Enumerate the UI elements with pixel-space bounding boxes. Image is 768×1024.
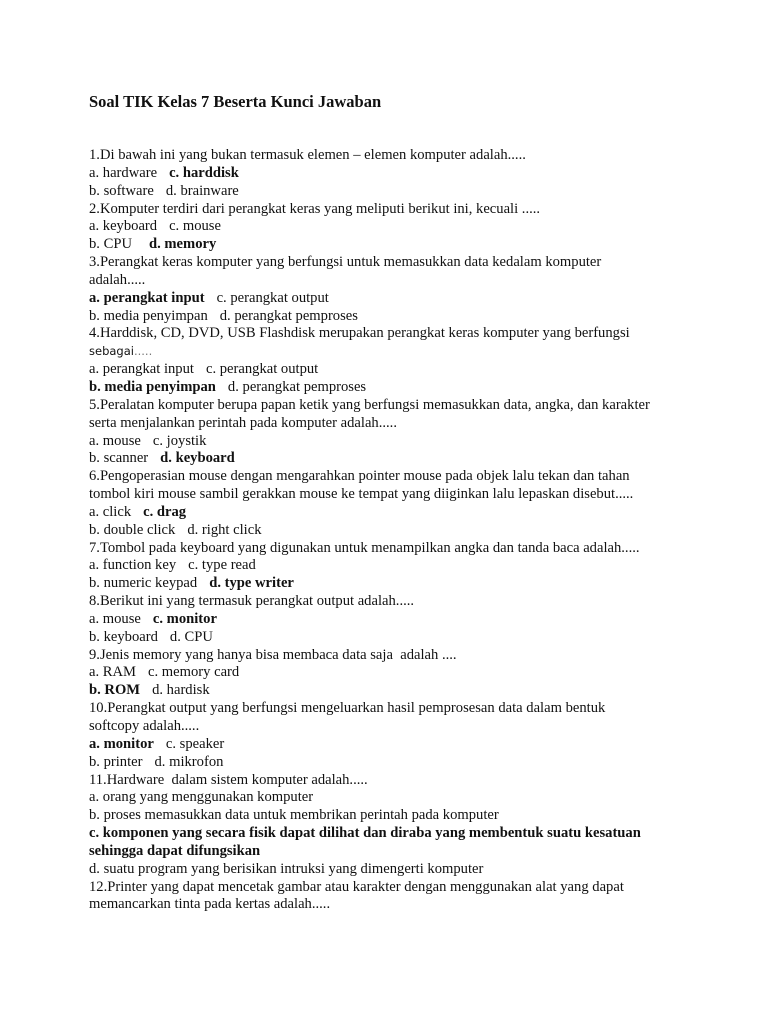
option-c-answer: c. komponen yang secara fisik dapat dilihat dan diraba yang membentuk suatu kesatuan <box>89 825 641 842</box>
option-d: d. perangkat pemproses <box>227 378 367 395</box>
options-row <box>89 236 689 254</box>
option-d: d. hardisk <box>152 682 210 699</box>
question-12 <box>89 879 689 915</box>
option-c: c. joystik <box>152 432 207 449</box>
question-text-cont: softcopy adalah..... <box>89 718 200 734</box>
question-text-cont: tombol kiri mouse sambil gerakkan mouse ke tempat yang diiginkan lalu lepaskan disebut..... <box>89 486 634 503</box>
options-row <box>89 379 689 397</box>
question-text: 8.Berikut ini yang termasuk perangkat output adalah..... <box>89 593 415 610</box>
option-c-answer: c. drag <box>143 503 187 520</box>
question-text-cont <box>89 343 689 361</box>
options-row <box>89 682 689 700</box>
option-b: b. CPU <box>89 236 132 253</box>
option-a: a. click <box>89 503 132 520</box>
options-row <box>89 629 689 647</box>
question-text: 9.Jenis memory yang hanya bisa membaca data saja adalah .... <box>89 646 457 663</box>
option-a: a. function key <box>89 557 177 574</box>
options-row <box>89 308 689 326</box>
option-b: b. keyboard <box>89 628 158 645</box>
option-d: d. perangkat pemproses <box>219 307 358 324</box>
question-11 <box>89 772 689 879</box>
option-b: b. scanner <box>89 450 149 467</box>
options-row <box>89 522 689 540</box>
option-b-answer: b. ROM <box>89 682 141 699</box>
option-a-answer: a. perangkat input <box>89 289 205 306</box>
question-text-cont: memancarkan tinta pada kertas adalah..... <box>89 896 331 913</box>
question-5 <box>89 397 689 468</box>
options-row <box>89 361 689 379</box>
option-a: a. mouse <box>89 610 141 627</box>
options-row <box>89 165 689 183</box>
question-text: 2.Komputer terdiri dari perangkat keras yang meliputi berikut ini, kecuali ..... <box>89 200 541 217</box>
question-7 <box>89 540 689 594</box>
option-d-answer: d. type writer <box>209 575 294 592</box>
options-row <box>89 611 689 629</box>
question-text-word: sebagai <box>89 344 134 359</box>
question-text: 12.Printer yang dapat mencetak gambar atau karakter dengan menggunakan alat yang dapat <box>89 878 624 895</box>
question-text: 7.Tombol pada keyboard yang digunakan untuk menampilkan angka dan tanda baca adalah..... <box>89 539 640 556</box>
question-text: 5.Peralatan komputer berupa papan ketik yang berfungsi memasukkan data, angka, dan karakter <box>89 396 650 413</box>
question-text-dots: ..... <box>133 344 153 359</box>
option-b: b. software <box>89 182 154 199</box>
options-row <box>89 450 689 468</box>
option-c: c. speaker <box>165 735 225 752</box>
option-c: c. perangkat output <box>205 361 319 378</box>
question-text-cont: adalah..... <box>89 271 146 288</box>
question-list <box>89 147 689 914</box>
question-text: 3.Perangkat keras komputer yang berfungsi untuk memasukkan data kedalam komputer <box>89 254 602 271</box>
options-row <box>89 290 689 308</box>
option-d-answer: d. keyboard <box>160 450 235 467</box>
option-c-answer-cont: sehingga dapat difungsikan <box>89 842 261 859</box>
option-b-answer: b. media penyimpan <box>89 378 216 395</box>
option-c-answer: c. harddisk <box>169 164 239 181</box>
question-10 <box>89 700 689 771</box>
option-a: a. mouse <box>89 432 141 449</box>
question-text: 10.Perangkat output yang berfungsi mengeluarkan hasil pemprosesan data dalam bentuk <box>89 700 606 717</box>
options-row <box>89 218 689 236</box>
option-c: c. perangkat output <box>216 289 329 306</box>
option-c-answer: c. monitor <box>152 610 217 627</box>
options-row <box>89 754 689 772</box>
question-3 <box>89 254 689 325</box>
question-text-cont: serta menjalankan perintah pada komputer adalah..... <box>89 414 397 431</box>
option-b: b. numeric keypad <box>89 575 198 592</box>
question-2 <box>89 201 689 255</box>
question-4 <box>89 325 689 396</box>
options-row <box>89 736 689 754</box>
option-c: c. mouse <box>169 218 221 235</box>
option-d-answer: d. memory <box>148 236 217 253</box>
option-d: d. CPU <box>169 628 213 645</box>
question-1 <box>89 147 689 201</box>
question-text: 6.Pengoperasian mouse dengan mengarahkan pointer mouse pada objek lalu tekan dan tahan <box>89 468 630 485</box>
question-text: 4.Harddisk, CD, DVD, USB Flashdisk merupakan perangkat keras komputer yang berfungsi <box>89 325 630 342</box>
option-d: d. mikrofon <box>154 753 224 770</box>
option-d: d. suatu program yang berisikan intruksi yang dimengerti komputer <box>89 860 484 877</box>
option-c: c. type read <box>188 557 256 574</box>
options-row <box>89 557 689 575</box>
question-6 <box>89 468 689 539</box>
option-b: b. proses memasukkan data untuk membrikan perintah pada komputer <box>89 807 499 824</box>
question-text: 11.Hardware dalam sistem komputer adalah..... <box>89 771 368 788</box>
options-row <box>89 504 689 522</box>
option-b: b. media penyimpan <box>89 307 208 324</box>
option-a-answer: a. monitor <box>89 735 154 752</box>
options-row <box>89 183 689 201</box>
option-a: a. RAM <box>89 664 137 681</box>
option-a: a. perangkat input <box>89 361 194 378</box>
document-title: Soal TIK Kelas 7 Beserta Kunci Jawaban <box>89 92 382 111</box>
option-d: d. right click <box>187 521 262 538</box>
option-b: b. printer <box>89 753 143 770</box>
options-row <box>89 433 689 451</box>
option-d: d. brainware <box>165 182 239 199</box>
options-row <box>89 664 689 682</box>
option-a: a. hardware <box>89 164 158 181</box>
document-page <box>89 91 689 914</box>
question-text: 1.Di bawah ini yang bukan termasuk elemen – elemen komputer adalah..... <box>89 147 526 163</box>
question-9 <box>89 647 689 701</box>
option-a: a. orang yang menggunakan komputer <box>89 789 314 806</box>
options-row <box>89 575 689 593</box>
question-8 <box>89 593 689 647</box>
option-c: c. memory card <box>148 664 240 681</box>
option-a: a. keyboard <box>89 218 158 235</box>
option-b: b. double click <box>89 521 176 538</box>
